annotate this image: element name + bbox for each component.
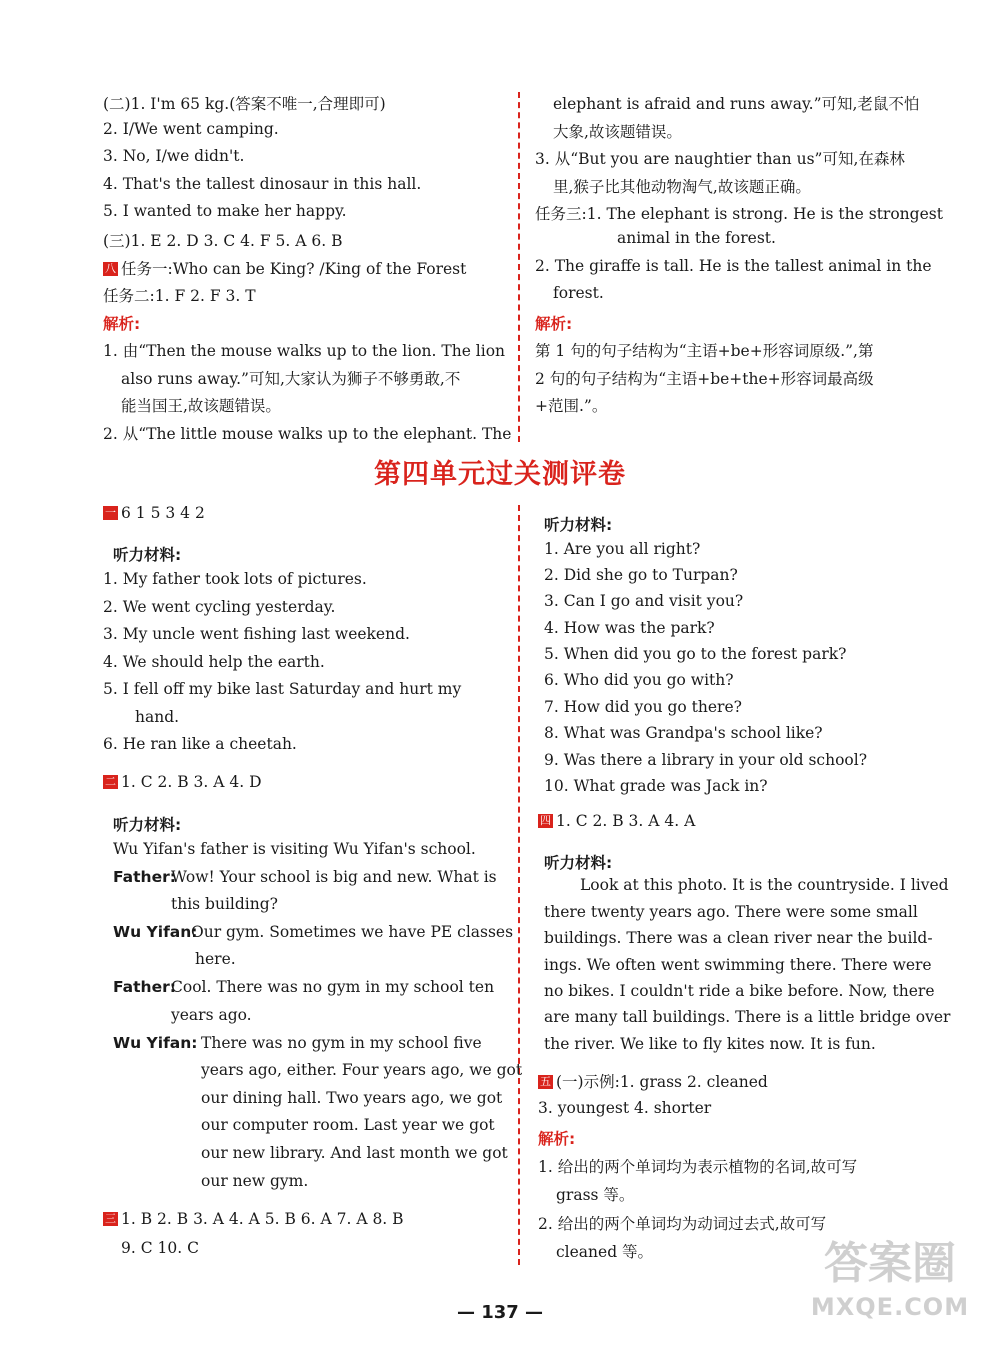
task-line: 任务二:1. F 2. F 3. T xyxy=(103,287,256,305)
dialogue-line: this building? xyxy=(171,895,278,913)
analysis-line: 2 句的句子结构为“主语+be+the+形容词最高级 xyxy=(535,370,874,388)
task-line: 2. The giraffe is tall. He is the tallest animal in the xyxy=(535,257,932,275)
section-tag-8: 八 xyxy=(105,262,116,275)
speaker-father: Father: xyxy=(113,868,176,886)
watermark-url: MXQE.COM xyxy=(810,1293,970,1321)
passage-line: there twenty years ago. There were some small xyxy=(544,903,918,921)
passage-line: ings. We often went swimming there. There were xyxy=(544,956,932,974)
dialogue-line: our new gym. xyxy=(201,1172,309,1190)
question-line: 7. How did you go there? xyxy=(544,698,742,716)
listening-line: hand. xyxy=(135,708,180,726)
watermark-logo xyxy=(790,1235,990,1345)
answer-line: (二)1. I'm 65 kg.(答案不唯一,合理即可) xyxy=(103,95,386,113)
dialogue-line: years ago, either. Four years ago, we got xyxy=(201,1061,523,1079)
analysis-line: 里,猴子比其他动物淘气,故该题正确。 xyxy=(553,178,811,196)
question-line: 8. What was Grandpa's school like? xyxy=(544,724,823,742)
analysis-line: 第 1 句的句子结构为“主语+be+形容词原级.”,第 xyxy=(535,342,874,360)
analysis-line: 1. 给出的两个单词均为表示植物的名词,故可写 xyxy=(538,1158,858,1176)
analysis-line: 大象,故该题错误。 xyxy=(553,123,682,141)
task-line: 任务三:1. The elephant is strong. He is the strongest xyxy=(535,205,943,223)
analysis-line: 能当国王,故该题错误。 xyxy=(121,397,281,415)
column-divider-top xyxy=(518,92,520,442)
analysis-line: grass 等。 xyxy=(556,1186,635,1204)
question-line: 5. When did you go to the forest park? xyxy=(544,645,847,663)
section-tag-4: 四 xyxy=(540,814,551,827)
dialogue-line: Cool. There was no gym in my school ten xyxy=(171,978,495,996)
answer-line: 4. That's the tallest dinosaur in this hall. xyxy=(103,175,422,193)
listening-line: 5. I fell off my bike last Saturday and hurt my xyxy=(103,680,462,698)
question-line: 6. Who did you go with? xyxy=(544,671,734,689)
listening-line: 2. We went cycling yesterday. xyxy=(103,598,336,616)
analysis-heading: 解析: xyxy=(538,1130,576,1148)
section-1-answer: 一 6 1 5 3 4 2 xyxy=(105,504,205,522)
section-3-answer: 9. C 10. C xyxy=(121,1239,199,1257)
listening-line: 3. My uncle went fishing last weekend. xyxy=(103,625,410,643)
passage-line: are many tall buildings. There is a little bridge over xyxy=(544,1008,951,1026)
listening-heading: 听力材料: xyxy=(544,854,613,872)
dialogue-line: years ago. xyxy=(171,1006,252,1024)
question-line: 9. Was there a library in your old school? xyxy=(544,751,868,769)
dialogue-line: here. xyxy=(195,950,236,968)
analysis-line: +范围.”。 xyxy=(535,397,608,415)
passage-line: buildings. There was a clean river near the build- xyxy=(544,929,933,947)
dialogue-line: our new library. And last month we got xyxy=(201,1144,508,1162)
dialogue-line: There was no gym in my school five xyxy=(201,1034,482,1052)
question-line: 3. Can I go and visit you? xyxy=(544,592,744,610)
section-tag-1: 一 xyxy=(105,506,116,519)
answer-line: (三)1. E 2. D 3. C 4. F 5. A 6. B xyxy=(103,232,343,250)
task-line: forest. xyxy=(553,284,604,302)
dialogue-line: Wow! Your school is big and new. What is xyxy=(171,868,497,886)
answer-line: 2. I/We went camping. xyxy=(103,120,279,138)
analysis-line: 3. 从“But you are naughtier than us”可知,在森林 xyxy=(535,150,905,168)
listening-heading: 听力材料: xyxy=(113,546,182,564)
analysis-heading: 解析: xyxy=(103,315,141,333)
passage-line: Look at this photo. It is the countryside. I lived xyxy=(580,876,949,894)
passage-line: the river. We like to fly kites now. It is fun. xyxy=(544,1035,876,1053)
speaker-wu-yifan: Wu Yifan: xyxy=(113,1034,198,1052)
task-line: 八 任务一:Who can be King? /King of the Forest xyxy=(105,260,467,278)
question-line: 4. How was the park? xyxy=(544,619,715,637)
analysis-line: elephant is afraid and runs away.”可知,老鼠不怕 xyxy=(553,95,920,113)
analysis-line: 2. 给出的两个单词均为动词过去式,故可写 xyxy=(538,1215,827,1233)
listening-line: 1. My father took lots of pictures. xyxy=(103,570,367,588)
analysis-heading: 解析: xyxy=(535,315,573,333)
speaker-father: Father: xyxy=(113,978,176,996)
answer-line: 3. No, I/we didn't. xyxy=(103,147,245,165)
speaker-wu-yifan: Wu Yifan: xyxy=(113,923,198,941)
section-5-answer: 五 (一)示例:1. grass 2. cleaned xyxy=(540,1073,768,1091)
listening-heading: 听力材料: xyxy=(113,816,182,834)
section-tag-5: 五 xyxy=(540,1075,551,1088)
dialogue-intro: Wu Yifan's father is visiting Wu Yifan's school. xyxy=(113,840,476,858)
listening-line: 4. We should help the earth. xyxy=(103,653,325,671)
page-number: — 137 — xyxy=(456,1302,544,1323)
column-divider-bottom xyxy=(518,505,520,1265)
dialogue-line: Our gym. Sometimes we have PE classes xyxy=(191,923,514,941)
question-line: 2. Did she go to Turpan? xyxy=(544,566,738,584)
task-line: animal in the forest. xyxy=(617,229,776,247)
section-5-answer: 3. youngest 4. shorter xyxy=(538,1099,712,1117)
watermark-text: 答案圈 xyxy=(824,1238,956,1289)
section-4-answer: 四 1. C 2. B 3. A 4. A xyxy=(540,812,696,830)
section-tag-2: 二 xyxy=(105,775,116,788)
listening-heading: 听力材料: xyxy=(544,516,613,534)
question-line: 1. Are you all right? xyxy=(544,540,701,558)
passage-line: no bikes. I couldn't ride a bike before. Now, there xyxy=(544,982,935,1000)
section-3-answer: 三 1. B 2. B 3. A 4. A 5. B 6. A 7. A 8. B xyxy=(105,1210,404,1228)
answer-line: 5. I wanted to make her happy. xyxy=(103,202,347,220)
listening-line: 6. He ran like a cheetah. xyxy=(103,735,297,753)
dialogue-line: our dining hall. Two years ago, we got xyxy=(201,1089,503,1107)
unit-title: 第四单元过关测评卷 xyxy=(374,459,626,490)
analysis-line: 2. 从“The little mouse walks up to the elephant. The xyxy=(103,425,512,443)
section-2-answer: 二 1. C 2. B 3. A 4. D xyxy=(105,773,262,791)
analysis-line: 1. 由“Then the mouse walks up to the lion. The lion xyxy=(103,342,506,360)
section-tag-3: 三 xyxy=(105,1212,116,1225)
dialogue-line: our computer room. Last year we got xyxy=(201,1116,495,1134)
analysis-line: cleaned 等。 xyxy=(556,1243,654,1261)
analysis-line: also runs away.”可知,大家认为狮子不够勇敢,不 xyxy=(121,370,461,388)
question-line: 10. What grade was Jack in? xyxy=(544,777,768,795)
